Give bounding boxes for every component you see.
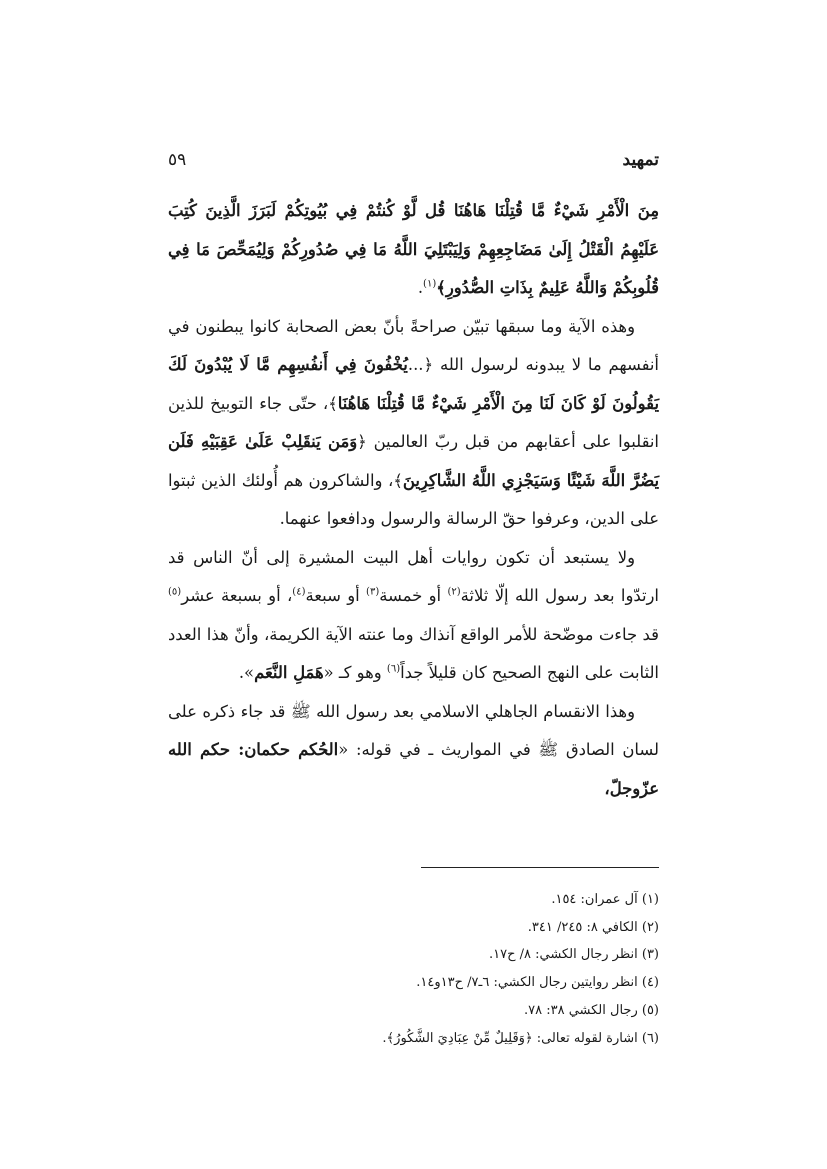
footnote-3: (٣) انظر رجال الكشي: ٨/ ح١٧. xyxy=(488,947,659,963)
footnote-separator xyxy=(421,867,659,868)
footnote-ref-5: (٥) xyxy=(168,586,182,598)
paragraph-3 xyxy=(168,693,659,809)
paragraph-2 xyxy=(168,539,659,693)
footnote-5: (٥) رجال الكشي ٣٨: ٧٨. xyxy=(523,1002,659,1018)
footnote-ref-1: (١) xyxy=(423,278,437,290)
footnote-1: (١) آل عمران: ١٥٤. xyxy=(551,892,659,907)
footnote-ref-4: (٤) xyxy=(292,586,306,598)
text: قد جاءت موضّحة للأمر الواقع آنذاك وما عنته الآية الكريمة، وأنّ هذا العدد الثابت على النهج الصحيح كان قليلاً جداً xyxy=(168,624,659,682)
footnote-4: (٤) انظر روايتين رجال الكشي: ٦ـ٧/ ح١٣و١٤. xyxy=(416,975,659,991)
text: وهذه الآية وما سبقها تبيّن صراحةً بأنّ بعض الصحابة كانوا يبطنون في أنفسهم ما لا يبدونه لرسول الله ﴿... xyxy=(168,316,659,374)
page-header xyxy=(168,150,659,176)
quoted-phrase: هَمَلِ النَّعَم xyxy=(254,663,324,682)
main-text xyxy=(168,192,659,808)
text: ، أو بسبعة عشر xyxy=(181,586,293,605)
text: أو خمسة xyxy=(379,586,448,605)
text: ولا يستبعد أن تكون روايات أهل البيت المشيرة إلى أنّ الناس قد ارتدّوا بعد رسول الله إلّا ثلاثة xyxy=(168,547,659,605)
quran-verse: وَمَن يَنقَلِبْ عَلَىٰ عَقِبَيْهِ فَلَن يَضُرَّ اللَّهَ شَيْئًا وَسَيَجْزِي اللَّهُ الشَّاكِرِينَ xyxy=(168,432,660,490)
page-number: ٥٩ xyxy=(168,150,187,170)
footnotes xyxy=(168,886,659,1052)
text: ». xyxy=(238,663,255,682)
paragraph-1 xyxy=(168,308,659,539)
quran-verse: مِنَ الْأَمْرِ شَيْءٌ مَّا قُتِلْنَا هَاهُنَا قُل لَّوْ كُنتُمْ فِي بُيُوتِكُمْ لَبَرَزَ الَّذِينَ كُتِبَ عَلَيْهِمُ الْقَتْلُ إِلَىٰ مَضَاجِعِهِمْ وَلِيَبْتَلِيَ اللَّهُ مَا فِي صُدُورِكُمْ وَلِيُمَحِّصَ مَا فِي قُلُوبِكُمْ وَاللَّهُ عَلِيمٌ بِذَاتِ الصُّدُورِ﴾ xyxy=(168,201,659,297)
paragraph-ayah-continuation xyxy=(168,192,659,308)
running-title: تمهيد xyxy=(622,150,659,170)
footnote-ref-6: (٦) xyxy=(386,663,401,675)
footnote-2: (٢) الكافي ٨: ٢٤٥/ ٣٤١. xyxy=(527,919,659,935)
quran-verse: يُخْفُونَ فِي أَنفُسِهِم مَّا لَا يُبْدُونَ لَكَ يَقُولُونَ لَوْ كَانَ لَنَا مِنَ الْأَمْرِ شَيْءٌ مَّا قُتِلْنَا هَاهُنَا xyxy=(168,355,659,413)
quoted-hadith: الحُكم حكمان: حكم الله عزّوجلّ، xyxy=(168,740,659,798)
text: وهذا الانقسام الجاهلي الاسلامي بعد رسول الله ﷺ قد جاء ذكره على لسان الصادق ﷺ في المواريث ـ في قوله: « xyxy=(168,701,659,759)
text: وهو كـ « xyxy=(323,663,387,682)
footnote-ref-3: (٣) xyxy=(366,586,380,598)
text: أو سبعة xyxy=(305,586,367,605)
text: ﴾، حتّى جاء التوبيخ للذين انقلبوا على أعقابهم من قبل ربّ العالمين ﴿ xyxy=(168,393,659,451)
footnote-6: (٦) اشارة لقوله تعالى: ﴿وَقَلِيلٌ مِّنْ عِبَادِيَ الشَّكُورُ﴾. xyxy=(382,1030,659,1046)
text: . xyxy=(417,278,424,297)
footnote-ref-2: (٢) xyxy=(447,586,461,598)
text: ﴾، والشاكرون هم أُولئك الذين ثبتوا على الدين، وعرفوا حقّ الرسالة والرسول ودافعوا عنهما. xyxy=(168,470,659,528)
